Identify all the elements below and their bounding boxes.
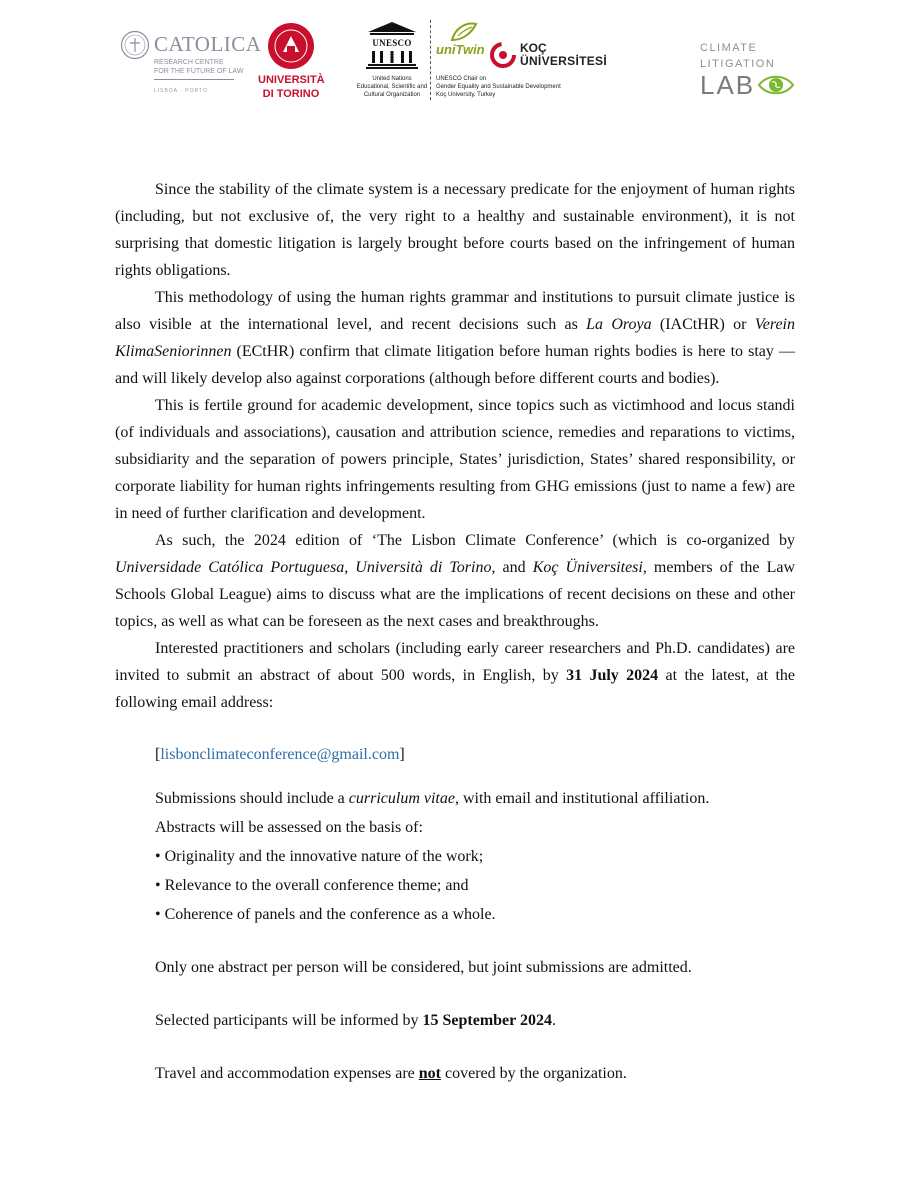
- curriculum-vitae: curriculum vitae: [348, 790, 455, 807]
- unito-seal-icon: [267, 22, 315, 70]
- paragraph-2: [115, 284, 795, 392]
- catolica-subtitle-line-2: FOR THE FUTURE OF LAW: [154, 68, 244, 75]
- p2-text-c: (ECtHR) confirm that climate litigation before human rights bodies is here to stay — and will likely develop also against corporations (although before different courts and bodies).: [115, 343, 795, 387]
- criteria-item: • Relevance to the overall conference theme; and: [155, 877, 469, 894]
- clab-eye-globe-icon: [758, 73, 794, 97]
- travel-text-b: covered by the organization.: [441, 1065, 627, 1082]
- selection-date-note: [155, 1006, 795, 1035]
- catolica-name: CATOLICA: [154, 32, 262, 56]
- p4-text-a: As such, the 2024 edition of ‘The Lisbon Climate Conference’ (which is co-organized by: [155, 532, 795, 549]
- p4-text-d: , members of the Law Schools Global League) aims to discuss what are the implications of recent decisions on these and other topics, as well as what can be foreseen as the next cases and breakthroughs.: [115, 559, 796, 630]
- unito-name-line-2: DI TORINO: [262, 88, 320, 100]
- email-close-bracket: ]: [399, 746, 405, 763]
- submission-text-b: , with email and institutional affiliation.: [454, 790, 710, 807]
- submission-requirements: [155, 784, 795, 813]
- unito-name-line-1: UNIVERSITÀ: [258, 74, 325, 86]
- unitwin-name: uniTwin: [436, 42, 485, 57]
- catolica-subtitle-line-1: RESEARCH CENTRE: [154, 59, 224, 66]
- email-line: [115, 741, 795, 768]
- catolica-subtitle: [154, 58, 244, 80]
- p4-university-catolica: Universidade Católica Portuguesa: [115, 559, 345, 576]
- criteria-intro: Abstracts will be assessed on the basis of:: [155, 819, 423, 836]
- unitwin-leaf-icon: [450, 20, 478, 44]
- unesco-name: UNESCO: [372, 38, 412, 48]
- unesco-desc-line-3: Cultural Organization: [363, 92, 421, 98]
- catolica-seal-icon: [120, 30, 150, 60]
- unitwin-desc-line-1: UNESCO Chair on: [436, 76, 487, 82]
- unitwin-desc-line-3: Koç University, Turkey: [436, 92, 496, 98]
- unesco-divider: [430, 20, 431, 100]
- p4-text-b: ,: [344, 559, 356, 576]
- clab-line-2: LITIGATION: [700, 58, 776, 70]
- p2-case-verein: Verein KlimaSeniorinnen: [115, 316, 795, 360]
- unesco-desc-line-1: United Nations: [372, 76, 412, 82]
- p2-case-la-oroya: La Oroya: [586, 316, 652, 333]
- koc-name-line-2: ÜNİVERSİTESİ: [520, 54, 607, 68]
- koc-mark-icon: [490, 42, 516, 68]
- p4-university-koc: Koç Üniversitesi: [532, 559, 643, 576]
- document-body: [115, 176, 795, 1088]
- p2-text-b: (IACtHR) or: [651, 316, 755, 333]
- koc-name-line-1: KOÇ: [520, 41, 547, 55]
- paragraph-1: Since the stability of the climate system is a necessary predicate for the enjoyment of human rights (including, but not exclusive of, the very right to a healthy and sustainable environment), it is not surprising that domestic litigation is largely brought before courts based on the infringement of human rights obligations.: [115, 181, 795, 279]
- catolica-location: LISBOA · PORTO: [154, 88, 208, 94]
- unitwin-desc-line-2: Gender Equality and Sustainable Development: [436, 84, 561, 90]
- abstract-deadline: 31 July 2024: [566, 667, 659, 684]
- submission-details: [115, 784, 795, 1088]
- unesco-description: [350, 75, 434, 99]
- p4-university-torino: Università di Torino: [355, 559, 492, 576]
- travel-text-a: Travel and accommodation expenses are: [155, 1065, 419, 1082]
- travel-expenses-note: [155, 1059, 795, 1088]
- unito-logo: [258, 22, 324, 104]
- header-logos: [0, 0, 908, 130]
- email-open-bracket: [: [155, 746, 161, 763]
- criteria-item: • Originality and the innovative nature of the work;: [155, 848, 484, 865]
- koc-logo: [490, 38, 620, 78]
- clab-line-1: CLIMATE: [700, 42, 758, 54]
- conference-email-link[interactable]: lisbonclimateconference@gmail.com: [160, 746, 400, 763]
- paragraph-3: This is fertile ground for academic development, since topics such as victimhood and locus standi (of individuals and associations), causation and attribution science, remedies and reparations to victims, subsidiarity and the separation of powers principle, States’ jurisdiction, States’ shared responsibility, or corporate liability for human rights infringements resulting from GHG emissions (just to name a few) are in need of further clarification and development.: [115, 397, 795, 522]
- catolica-rule: [154, 79, 234, 80]
- paragraph-4: [115, 527, 795, 635]
- clab-line-3: LAB: [700, 70, 756, 100]
- catolica-logo: [120, 30, 262, 100]
- unesco-desc-line-2: Educational, Scientific and: [356, 84, 428, 90]
- selected-text-a: Selected participants will be informed by: [155, 1012, 423, 1029]
- submission-text-a: Submissions should include a: [155, 790, 349, 807]
- p2-text-a: This methodology of using the human rights grammar and institutions to pursuit climate justice is also visible at the international level, and recent decisions such as: [115, 289, 795, 333]
- unitwin-description: [436, 75, 616, 99]
- selected-text-b: .: [551, 1012, 556, 1029]
- travel-not-emphasis: not: [418, 1065, 441, 1082]
- unesco-logo: [358, 20, 430, 110]
- climate-litigation-lab-logo: [700, 40, 800, 110]
- selection-date: 15 September 2024: [422, 1012, 552, 1029]
- criteria-item: • Coherence of panels and the conference as a whole.: [155, 906, 496, 923]
- p5-text-b: at the latest, at the following email address:: [115, 667, 796, 711]
- p4-text-c: , and: [491, 559, 533, 576]
- p5-text-a: Interested practitioners and scholars (including early career researchers and Ph.D. candidates) are invited to submit an abstract of about 500 words, in English, by: [115, 640, 795, 684]
- paragraph-5: [115, 635, 795, 716]
- one-abstract-note: Only one abstract per person will be considered, but joint submissions are admitted.: [155, 959, 692, 976]
